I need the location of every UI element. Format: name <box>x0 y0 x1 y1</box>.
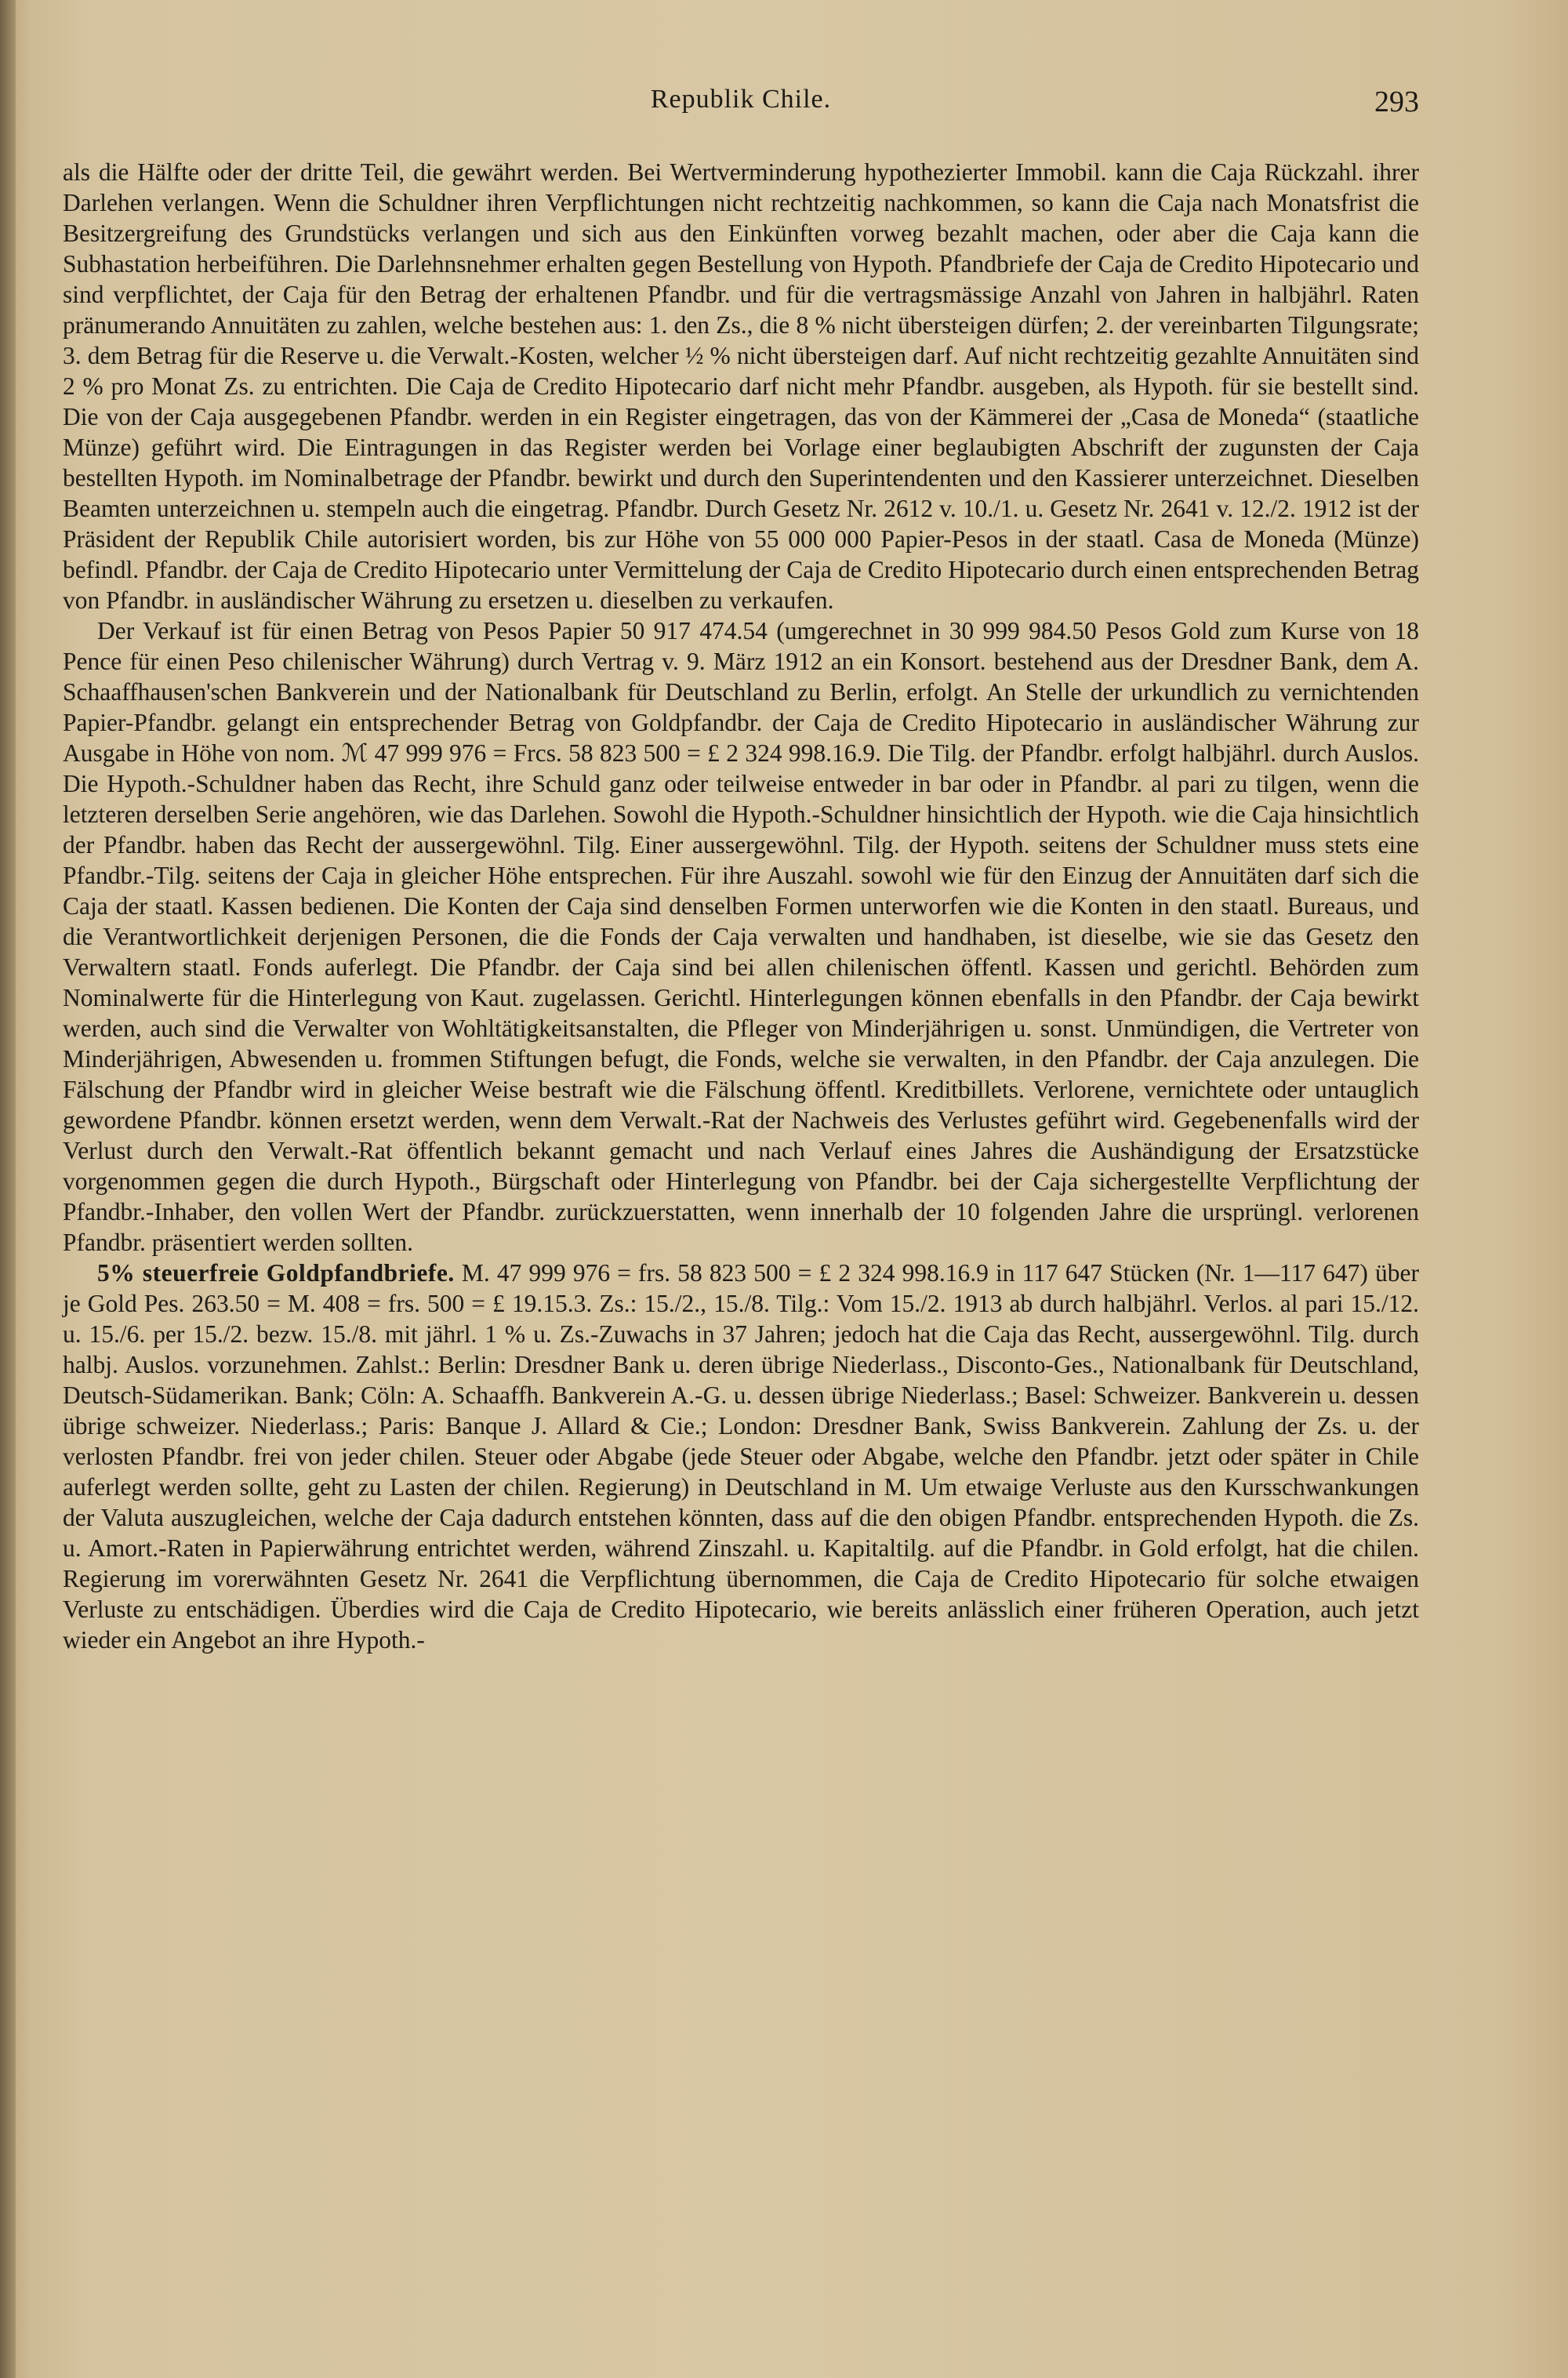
page-header <box>63 85 1419 132</box>
running-title: Republik Chile. <box>650 85 832 114</box>
paragraph-caja-regulations: als die Hälfte oder der dritte Teil, die gewährt werden. Bei Wertverminderung hypothezierter Immobil. kann die Caja Rückzahl. ihrer Darlehen verlangen. Wenn die Schuldner ihren Verpflichtungen nicht rechtzeitig nachkommen, so kann die Caja nach Monatsfrist die Besitzergreifung des Grundstücks verlangen und sich aus den Einkünften vorweg bezahlt machen, oder aber die Caja kann die Subhastation herbeiführen. Die Darlehnsnehmer erhalten gegen Bestellung von Hypoth. Pfandbriefe der Caja de Credito Hipotecario und sind verpflichtet, der Caja für den Betrag der erhaltenen Pfandbr. und für die vertragsmässige Anzahl von Jahren in halbjährl. Raten pränumerando Annuitäten zu zahlen, welche bestehen aus: 1. den Zs., die 8 % nicht übersteigen dürfen; 2. der vereinbarten Tilgungsrate; 3. dem Betrag für die Reserve u. die Verwalt.-Kosten, welcher ½ % nicht übersteigen darf. Auf nicht rechtzeitig gezahlte Annuitäten sind 2 % pro Monat Zs. zu entrichten. Die Caja de Credito Hipotecario darf nicht mehr Pfandbr. ausgeben, als Hypoth. für sie bestellt sind. Die von der Caja ausgegebenen Pfandbr. werden in ein Register eingetragen, das von der Kämmerei der „Casa de Moneda“ (staatliche Münze) geführt wird. Die Eintragungen in das Register werden bei Vorlage einer beglaubigten Abschrift der zugunsten der Caja bestellten Hypoth. im Nominalbetrage der Pfandbr. bewirkt und durch den Superintendenten und den Kassierer unterzeichnet. Dieselben Beamten unterzeichnen u. stempeln auch die eingetrag. Pfandbr. Durch Gesetz Nr. 2612 v. 10./1. u. Gesetz Nr. 2641 v. 12./2. 1912 ist der Präsident der Republik Chile autorisiert worden, bis zur Höhe von 55 000 000 Papier-Pesos in der staatl. Casa de Moneda (Münze) befindl. Pfandbr. der Caja de Credito Hipotecario unter Vermittelung der Caja de Credito Hipotecario durch einen entsprechenden Betrag von Pfandbr. in ausländischer Währung zu ersetzen u. dieselben zu verkaufen. <box>63 158 1419 614</box>
paragraph-gold-pfandbriefe <box>63 1258 1419 1655</box>
book-spine-shadow <box>0 0 16 2378</box>
bond-details: M. 47 999 976 = frs. 58 823 500 = £ 2 324 998.16.9 in 117 647 Stücken (Nr. 1—117 647) über je Gold Pes. 263.50 = M. 408 = frs. 500 = £ 19.15.3. Zs.: 15./2., 15./8. Tilg.: Vom 15./2. 1913 ab durch halbjährl. Verlos. al pari 15./12. u. 15./6. per 15./2. bezw. 15./8. mit jährl. 1 % u. Zs.-Zuwachs in 37 Jahren; jedoch hat die Caja das Recht, aussergewöhnl. Tilg. durch halbj. Auslos. vorzunehmen. Zahlst.: Berlin: Dresdner Bank u. deren übrige Niederlass., Disconto-Ges., Nationalbank für Deutschland, Deutsch-Südamerikan. Bank; Cöln: A. Schaaffh. Bankverein A.-G. u. dessen übrige Niederlass.; Basel: Schweizer. Bankverein u. dessen übrige schweizer. Niederlass.; Paris: Banque J. Allard & Cie.; London: Dresdner Bank, Swiss Bankverein. Zahlung der Zs. u. der verlosten Pfandbr. frei von jeder chilen. Steuer oder Abgabe (jede Steuer oder Abgabe, welche den Pfandbr. jetzt oder später in Chile auferlegt werden sollte, geht zu Lasten der chilen. Regierung) in Deutschland in M. Um etwaige Verluste aus den Kursschwankungen der Valuta auszugleichen, welche der Caja dadurch entstehen könnten, dass auf die den obigen Pfandbr. entsprechenden Hypoth. die Zs. u. Amort.-Raten in Papierwährung entrichtet werden, während Zinszahl. u. Kapitaltilg. auf die Pfandbr. in Gold erfolgt, hat die chilen. Regierung im vorerwähnten Gesetz Nr. 2641 die Verpflichtung übernommen, die Caja de Credito Hipotecario für solche etwaigen Verluste zu entschädigen. Überdies wird die Caja de Credito Hipotecario, wie bereits anlässlich einer früheren Operation, auch jetzt wieder ein Angebot an ihre Hypoth.- <box>63 1259 1420 1654</box>
page-number: 293 <box>1374 85 1419 118</box>
paragraph-sale-of-pfandbriefe: Der Verkauf ist für einen Betrag von Pesos Papier 50 917 474.54 (umgerechnet in 30 999 984.50 Pesos Gold zum Kurse von 18 Pence für einen Peso chilenischer Währung) durch Vertrag v. 9. März 1912 an ein Konsort. bestehend aus der Dresdner Bank, dem A. Schaaffhausen'schen Bankverein und der Nationalbank für Deutschland zu Berlin, erfolgt. An Stelle der urkundlich zu vernichtenden Papier-Pfandbr. gelangt ein entsprechender Betrag von Goldpfandbr. der Caja de Credito Hipotecario in ausländischer Währung zur Ausgabe in Höhe von nom. ℳ 47 999 976 = Frcs. 58 823 500 = £ 2 324 998.16.9. Die Tilg. der Pfandbr. erfolgt halbjährl. durch Auslos. Die Hypoth.-Schuldner haben das Recht, ihre Schuld ganz oder teilweise entweder in bar oder in Pfandbr. al pari zu tilgen, wenn die letzteren derselben Serie angehören, wie das Darlehen. Sowohl die Hypoth.-Schuldner hinsichtlich der Hypoth. wie die Caja hinsichtlich der Pfandbr. haben das Recht der aussergewöhnl. Tilg. Einer aussergewöhnl. Tilg. der Hypoth. seitens der Schuldner muss stets eine Pfandbr.-Tilg. seitens der Caja in gleicher Höhe entsprechen. Für ihre Auszahl. sowohl wie für den Einzug der Annuitäten darf sich die Caja der staatl. Kassen bedienen. Die Konten der Caja sind denselben Formen unterworfen wie die Konten in den staatl. Bureaus, und die Verantwortlichkeit derjenigen Personen, die die Fonds der Caja verwalten und handhaben, ist dieselbe, wie sie das Gesetz den Verwaltern staatl. Fonds auferlegt. Die Pfandbr. der Caja sind bei allen chilenischen öffentl. Kassen und gerichtl. Behörden zum Nominalwerte für die Hinterlegung von Kaut. zugelassen. Gerichtl. Hinterlegungen können ebenfalls in den Pfandbr. der Caja bewirkt werden, auch sind die Verwalter von Wohltätigkeitsanstalten, die Pfleger von Minderjährigen u. sonst. Unmündigen, die Vertreter von Minderjährigen, Abwesenden u. frommen Stiftungen befugt, die Fonds, welche sie verwalten, in den Pfandbr. der Caja anzulegen. Die Fälschung der Pfandbr wird in gleicher Weise bestraft wie die Fälschung öffentl. Kreditbillets. Verlorene, vernichtete oder untauglich gewordene Pfandbr. können ersetzt werden, wenn dem Verwalt.-Rat der Nachweis des Verlustes geführt wird. Gegebenenfalls wird der Verlust durch den Verwalt.-Rat öffentlich bekannt gemacht und nach Verlauf eines Jahres die Aushändigung der Ersatzstücke vorgenommen gegen die durch Hypoth., Bürgschaft oder Hinterlegung von Pfandbr. bei der Caja sichergestellte Verpflichtung der Pfandbr.-Inhaber, den vollen Wert der Pfandbr. zurückzuerstatten, wenn innerhalb der 10 folgenden Jahre die ursprüngl. verlorenen Pfandbr. präsentiert werden sollten. <box>63 617 1419 1256</box>
body-text <box>63 157 1419 1655</box>
bond-title: 5% steuerfreie Goldpfandbriefe. <box>97 1259 455 1287</box>
